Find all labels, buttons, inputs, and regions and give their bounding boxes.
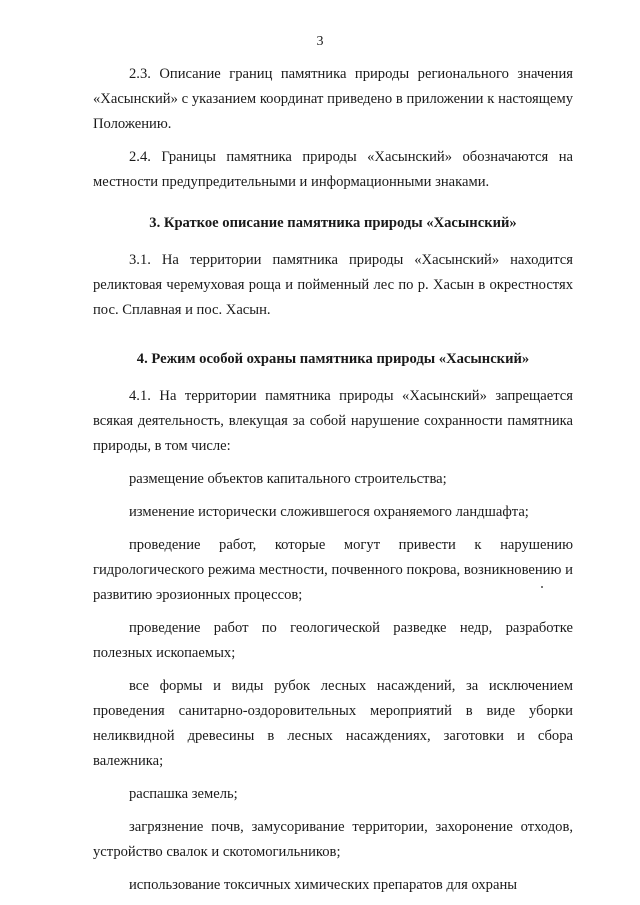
list-item-plowing: распашка земель; — [129, 786, 238, 802]
paragraph-4-1: 4.1. На территории памятника природы «Хасынский» запрещается всякая деятельность, влекущая за собой нарушение сохранности памятника природы, в том числе: — [93, 388, 573, 454]
section-3-heading: 3. Краткое описание памятника природы «Хасынский» — [149, 215, 517, 231]
list-item-chemicals: использование токсичных химических препаратов для охраны — [129, 877, 518, 893]
paragraph-2-4: 2.4. Границы памятника природы «Хасынский» обозначаются на местности предупредительными и информационными знаками. — [93, 149, 573, 190]
list-item-logging: все формы и виды рубок лесных насаждений, за исключением проведения санитарно-оздоровительных мероприятий в виде уборки неликвидной древесины в лесных насаждениях, заготовки и сбора валежника; — [93, 678, 573, 769]
paragraph-3-1: 3.1. На территории памятника природы «Хасынский» находится реликтовая черемуховая роща и пойменный лес по р. Хасын в окрестностях пос. Сплавная и пос. Хасын. — [93, 252, 573, 318]
section-4-heading: 4. Режим особой охраны памятника природы «Хасынский» — [136, 351, 530, 367]
list-item-geology: проведение работ по геологической разведке недр, разработке полезных ископаемых; — [93, 620, 573, 661]
list-item-hydrology: проведение работ, которые могут привести к нарушению гидрологического режима местности, почвенного покрова, возникновению и развитию эрозионных процессов; — [93, 537, 573, 603]
list-item-pollution: загрязнение почв, замусоривание территории, захоронение отходов, устройство свалок и скотомогильников; — [93, 819, 573, 860]
list-item-landscape: изменение исторически сложившегося охраняемого ландшафта; — [129, 504, 529, 520]
scan-mark — [541, 586, 543, 588]
list-item-construction: размещение объектов капитального строительства; — [129, 471, 447, 487]
document-body — [93, 62, 573, 898]
page-number: 3 — [316, 34, 324, 49]
paragraph-2-3: 2.3. Описание границ памятника природы регионального значения «Хасынский» с указанием координат приведено в приложении к настоящему Положению. — [93, 66, 573, 132]
